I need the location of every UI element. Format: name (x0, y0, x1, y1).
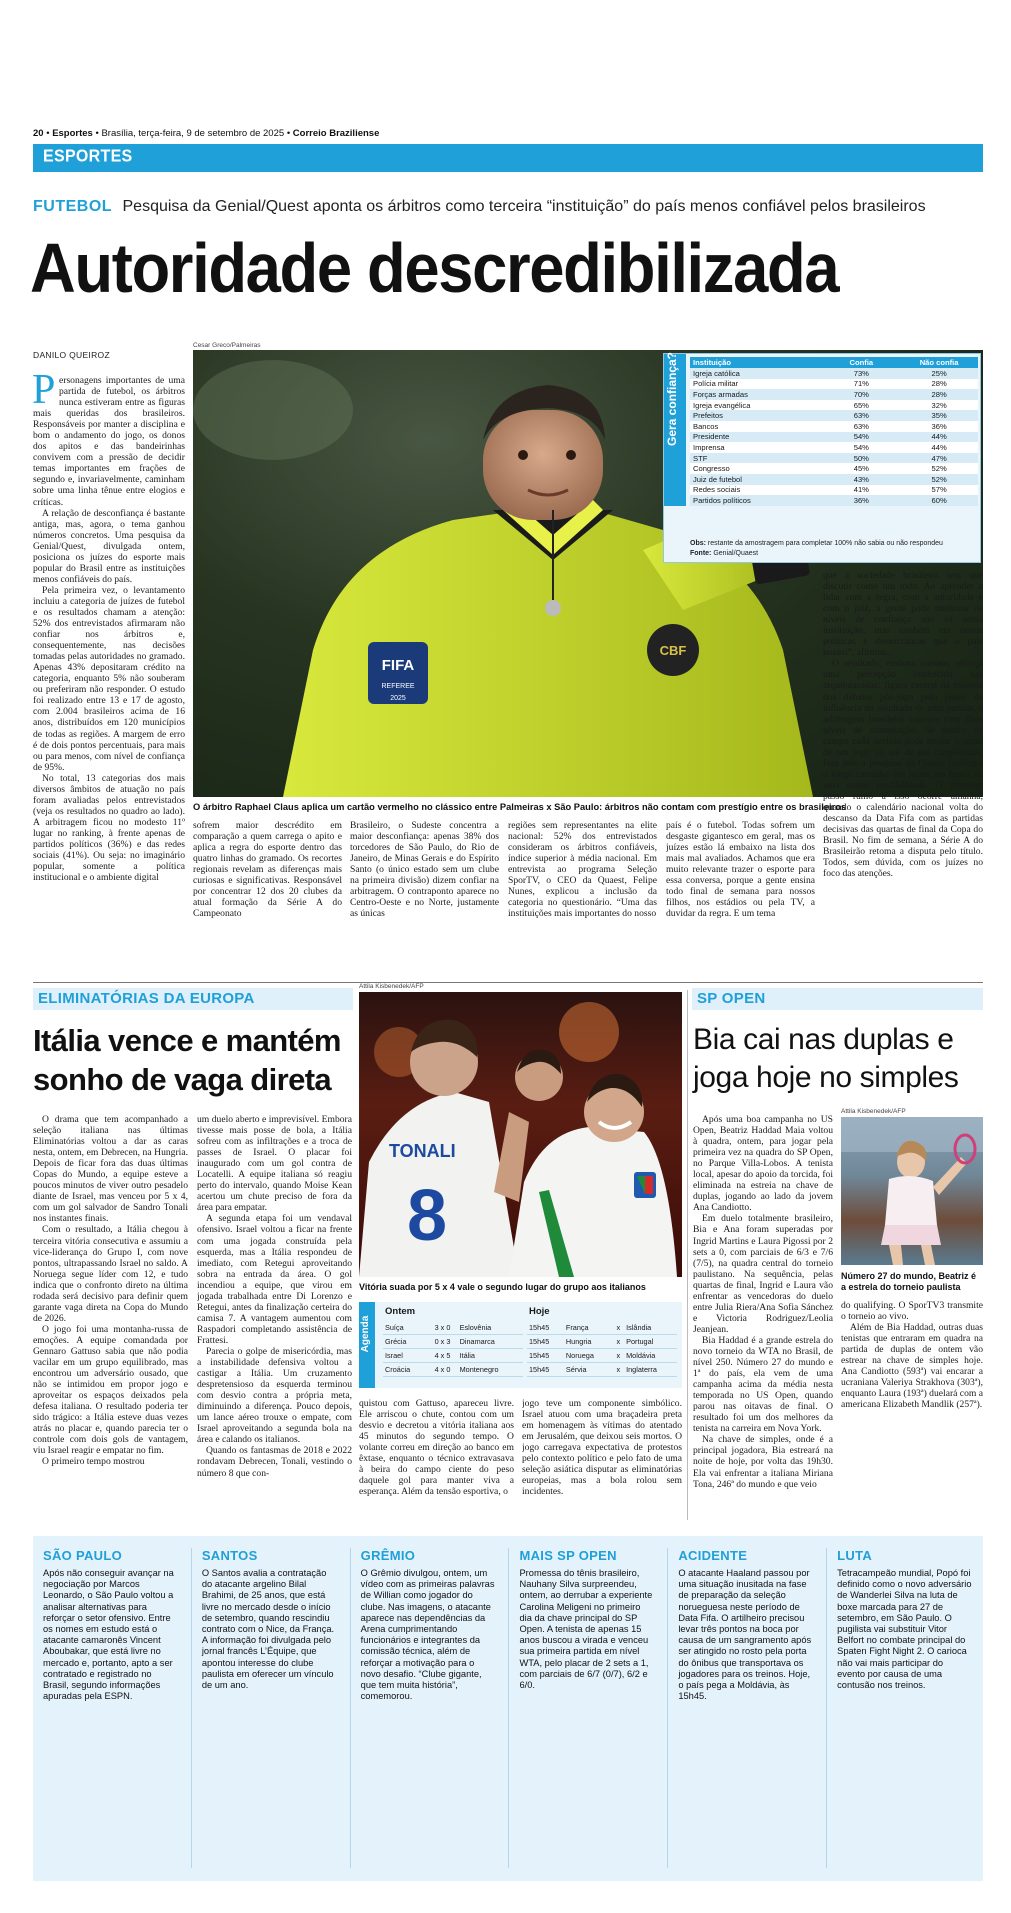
brief-text: O Santos avalia a contratação do atacante argelino Bilal Brahimi, de 25 anos, que está livre no mercado desde o início de setembro, quando rescindiu contrato com o Nice, da França. A informação foi divulgada pelo jornal francês L’Équipe, que apontou interesse do clube paulista em oferecer um vínculo de um ano. (201, 1568, 335, 1691)
brief-column (826, 1548, 973, 1868)
italy-paragraph: O jogo foi uma montanha-russa de emoções. A equipe comandada por Gennaro Gattuso sabia que não podia vacilar em um grupo equilibrado, mas encontrou um adversário ousado, que não se intimidou em propor jogo e aproveitar os espaços deixados pela defesa italiana. O resultado poderia ter sido trágico: a Itália esteve duas vezes atrás no placar e, quando parecia ter o controle com dois gols de vantagem, viu Israel reagir e empatar no fim. (33, 1323, 188, 1457)
italy-headline-2: sonho de vaga direta (33, 1062, 332, 1097)
trust-table-cell: Polícia militar (693, 379, 739, 389)
brief-column (508, 1548, 655, 1868)
brief-title: SANTOS (201, 1548, 258, 1563)
trust-table-cell: Partidos políticos (693, 495, 751, 505)
bia-paragraph: Bia Haddad é a grande estrela do novo torneio da WTA no Brasil, de nível 250. Número 27 do mundo e 1ª do país, ela vem de uma campanha acima da média nesta temporada no US Open, quando parou nas oitavas de final. O resultado foi um dos melhores da tenista na carreira em Nova York. (693, 1334, 833, 1435)
trust-table-cell: Forças armadas (693, 389, 748, 399)
results-cell: Islândia (626, 1323, 652, 1332)
trust-table-cell: 28% (931, 389, 947, 399)
lead-deck: Pesquisa da Genial/Quest aponta os árbitros como terceira “instituição” do país menos confiável pelos brasileiros (122, 198, 926, 215)
lead-paragraph: que a sociedade brasileira tem que discutir como um todo. Ao aprender a lidar com a regra, com a autoridade e com o juiz, a gente pode melhorar os níveis de confiança não só nessa instituição, mas também em outras políticas e democráticas que o país possui”, afirmou. (823, 570, 983, 659)
bia-body-col2 (841, 1300, 983, 1515)
bia-headline-2: joga hoje no simples (693, 1061, 959, 1094)
trust-table-cell: Igreja evangélica (693, 400, 751, 410)
brief-title: MAIS SP OPEN (519, 1548, 617, 1563)
italy-paragraph: jogo teve um componente simbólico. Israel atuou com uma braçadeira preta em homenagem às vítimas do atentado em Jerusalém, que deixou seis mortos. O jogo carregava expectativa de protestos pelo contexto político e pelo fato de uma seleção asiática disputar as eliminatórias europeias, mas a bola rolou sem incidentes. (522, 1398, 682, 1498)
italy-kicker: ELIMINATÓRIAS DA EUROPA (38, 990, 255, 1007)
trust-table-row (690, 368, 978, 379)
results-hoje-row (527, 1321, 677, 1335)
italy-paragraph: O drama que tem acompanhado a seleção italiana nas últimas Eliminatórias voltou a dar as caras nesta, ontem, em Debrecen, na Hungria. Depois de ficar fora das duas últimas Copas do Mundo, a equipe esteve a poucos minutos de viver outro pesadelo diante de Israel, mas venceu por 5 x 4, com um gol salvador de Sandro Tonali nos instantes finais. (33, 1114, 188, 1225)
bia-body-col1 (693, 1114, 833, 1524)
bia-caption: Número 27 do mundo, Beatriz é a estrela do torneio paulista (841, 1271, 977, 1292)
brief-title: SÃO PAULO (43, 1548, 123, 1563)
trust-table-cell: 70% (853, 389, 869, 399)
italy-caption: Vitória suada por 5 x 4 vale o segundo lugar do grupo aos italianos (359, 1282, 646, 1292)
italy-body-col4 (522, 1398, 682, 1513)
results-head-hoje: Hoje (529, 1306, 550, 1317)
results-cell: Hungria (565, 1337, 592, 1346)
trust-table-row (690, 389, 978, 400)
brief-text: Tetracampeão mundial, Popó foi definido como o novo adversário de Wanderlei Silva na luta de boxe marcada para 27 de setembro, em São Paulo. O pugilista vai substituir Vitor Belfort no combate principal do Spaten Fight Night 2. O carioca não vai mais participar do evento por causa de uma contusão nos treinos. (837, 1568, 972, 1691)
results-cell: França (565, 1323, 589, 1332)
bia-kicker: SP OPEN (697, 990, 766, 1007)
trust-table-obs (690, 540, 978, 547)
brief-title: LUTA (837, 1548, 873, 1563)
results-cell: Noruega (565, 1351, 594, 1360)
brief-column (43, 1548, 179, 1868)
results-cell: Portugal (626, 1337, 654, 1346)
lead-dropcap: P (32, 367, 56, 413)
trust-table-header-cell: Instituição (693, 358, 731, 367)
trust-table (690, 357, 978, 506)
trust-table-cell: Juiz de futebol (693, 474, 742, 484)
lead-kicker: FUTEBOL (33, 198, 113, 215)
trust-table-header-cell: Confia (849, 358, 874, 367)
lead-body-col5 (666, 820, 815, 920)
results-cell: 15h45 (529, 1351, 550, 1360)
italy-body-col3 (359, 1398, 514, 1513)
results-cell: Dinamarca (459, 1337, 495, 1346)
lead-paragraph: país é o futebol. Todas sofrem um desgaste gigantesco em geral, mas os juízes estão lá embaixo na lista dos mais mal avaliados. Achamos que era muito relevante trazer o esporte para essa conversa, porque a gente ensina todo final de semana para nossos filhos, nos estádios ou pela TV, a duvidar da regra. E um tema (666, 820, 815, 920)
trust-table-row (690, 495, 978, 506)
results-cell: x (616, 1351, 621, 1360)
results-head-ontem: Ontem (385, 1306, 416, 1317)
trust-table-cell: 73% (853, 368, 869, 378)
svg-text:FIFA: FIFA (381, 657, 415, 674)
brief-column (350, 1548, 497, 1868)
trust-table-cell: 60% (931, 495, 947, 505)
trust-table-row (690, 474, 978, 485)
section-bar (33, 144, 983, 172)
brief-column (191, 1548, 338, 1868)
results-ontem-row (383, 1363, 523, 1377)
trust-table-side-label: Gera confiança? (665, 351, 679, 447)
trust-table-cell: 36% (931, 421, 947, 431)
column-divider (687, 990, 688, 1520)
trust-table-cell: Congresso (693, 464, 730, 474)
trust-table-cell: 63% (853, 421, 869, 431)
results-cell: 15h45 (529, 1365, 550, 1374)
brief-text: O Grêmio divulgou, ontem, um vídeo com as primeiras palavras de Willian como jogador do clube. Nas imagens, o atacante aparece nas dependências da Arena cumprimentando funcionários e integrantes da comissão técnica, além de reforçar a motivação para o novo desafio. “Clube gigante, que tem muita história”, comemorou. (360, 1568, 495, 1702)
bia-photo-credit: Attila Kisbenedek/AFP (841, 1108, 906, 1115)
bia-photo (841, 1117, 983, 1265)
lead-paragraph: ersonagens importantes de uma partida de futebol, os árbitros nunca estiveram entre as figuras mais queridas dos brasileiros. Responsáveis por manter a disciplina e bom o andamento do jogo, os donos dos apitos e das bandeirinhas convivem com a pressão de decidir temas importantes em frações de segundo e, invariavelmente, caminham sobre uma linha tênue entre elogios e críticas. (33, 375, 185, 508)
results-cell: Montenegro (459, 1365, 499, 1374)
italy-paragraph: Com o resultado, a Itália chegou à terceira vitória consecutiva e assumiu a vice-liderança do Grupo I, com nove pontos, ultrapassando Israel no saldo. A Noruega segue líder com 12, e tudo indica que o confronto direto na última rodada será decisivo para definir quem garante vaga direta na Copa do Mundo de 2026. (33, 1224, 188, 1324)
lead-caption: O árbitro Raphael Claus aplica um cartão vermelho no clássico entre Palmeiras x São Paulo: árbitros não contam com prestígio entre os brasileiros (193, 802, 847, 812)
results-ontem-row (383, 1321, 523, 1335)
lead-paragraph: Brasileiro, o Sudeste concentra a maior desconfiança: apenas 38% dos torcedores de São Paulo, do Rio de Janeiro, de Minas Gerais e do Espírito Santo (o único estado sem um clube na primeira divisão) dizem confiar na arbitragem. O contraponto aparece no Centro-Oeste e no Norte, justamente as únicas (350, 820, 499, 920)
bia-paragraph: Após uma boa campanha no US Open, Beatriz Haddad Maia voltou à quadra, ontem, para jogar pela primeira vez na quadra do SP Open, no Parque Villa-Lobos. A tenista local, apesar do apoio da torcida, foi eliminada na estreia na chave de duplas, jogando ao lado da jovem Ana Candiotto. (693, 1114, 833, 1214)
byline: DANILO QUEIROZ (33, 350, 110, 360)
results-cell: Moldávia (626, 1351, 656, 1360)
results-ontem-row (383, 1335, 523, 1349)
trust-table-source-label: Fonte: (690, 550, 712, 557)
svg-text:2025: 2025 (390, 695, 406, 702)
lead-headline: Autoridade descredibilizada (30, 229, 839, 307)
lead-body-col4 (508, 820, 657, 920)
results-cell: x (616, 1365, 621, 1374)
results-hoje-row (527, 1335, 677, 1349)
lead-paragraph: No total, 13 categorias dos mais diversos âmbitos de atuação no país foram avaliadas pelos entrevistados (veja os resultados no quadro ao lado). A arbitragem ficou no modesto 11º lugar no ranking, à frente apenas de partidos políticos (36%) e das redes sociais (41%). Ou seja: no imaginário popular, somente a política institucional e o ambiente digital (33, 772, 185, 884)
trust-table-cell: 28% (931, 379, 947, 389)
results-ontem-table (383, 1321, 523, 1377)
results-hoje-table (527, 1321, 677, 1377)
results-cell: 4 x 0 (434, 1365, 451, 1374)
brief-title: ACIDENTE (678, 1548, 748, 1563)
trust-table-sidebar (664, 351, 686, 506)
trust-table-cell: 25% (931, 368, 947, 378)
lead-body-col6 (823, 570, 983, 920)
folio-paper: Correio Braziliense (292, 128, 380, 139)
trust-table-cell: 52% (931, 474, 947, 484)
briefs-row (43, 1548, 973, 1868)
folio: 20 • Esportes • Brasília, terça-feira, 9 de setembro de 2025 • Correio Braziliense (33, 128, 380, 139)
trust-table-row (690, 453, 978, 464)
trust-table-cell: 36% (853, 495, 869, 505)
tennis-player-illustration (841, 1117, 983, 1265)
italy-paragraph: O primeiro tempo mostrou (42, 1456, 145, 1468)
trust-table-cell: 43% (853, 474, 869, 484)
folio-date: Brasília, terça-feira, 9 de setembro de 2025 (101, 128, 285, 139)
brief-text: O atacante Haaland passou por uma situação inusitada na fase de preparação da seleção norueguesa neste período de Data Fifa. O artilheiro precisou levar três pontos na boca por causa de um sangramento após ser atingido no rosto pela porta do ônibus que transportava os jogadores para os treinos. Hoje, o país pega a Moldávia, às 15h45. (678, 1568, 812, 1702)
trust-table-cell: 50% (853, 453, 869, 463)
results-cell: Inglaterra (626, 1365, 657, 1374)
results-cell: 0 x 3 (434, 1337, 451, 1346)
trust-table-cell: Prefeitos (693, 411, 723, 421)
results-hoje-body (527, 1321, 677, 1377)
trust-table-header-cell: Não confia (919, 358, 959, 367)
lead-paragraph: O resultado, embora curioso, reforça uma percepção conhecida nas arquibancadas: figura central na maioria dos debates pós-jogo pelo poder de influência no resultado de uma partida, a arbitragem brasileira convive com altos níveis de contestação. Se dentro de campo cada decisão pode mudar o rumo de um jogo ou até de um campeonato, fora dele a pesquisa da Quaest confirma o longo caminho dos juízes em busca de uma maior credibilidade. O primeiro passo rumo a isso ocorre amanhã, quando o calendário nacional volta do descanso da Data Fifa com as partidas decisivas das quartas de final da Copa do Brasil. No fim de semana, a Série A do Brasileirão retoma a disputa pelo título. Todos, sem dúvida, com os juízes no foco das atenções. (823, 658, 983, 880)
results-box (359, 1302, 682, 1388)
trust-table-cell: Igreja católica (693, 368, 740, 378)
trust-table-row (690, 442, 978, 453)
svg-text:8: 8 (407, 1176, 448, 1256)
lead-body-col2 (193, 820, 342, 920)
trust-table-box (663, 353, 981, 563)
bia-paragraph: do qualifying. O SporTV3 transmite o torneio ao vivo. (841, 1300, 983, 1323)
trust-table-cell: Bancos (693, 421, 719, 431)
trust-table-cell: Presidente (693, 432, 730, 442)
lead-paragraph: A relação de desconfiança é bastante antiga, mas, agora, o tema ganhou números concretos. Uma pesquisa da Genial/Quest, divulgada ontem, posiciona os juízes do esporte mais popular do Brasil entre as instituições menos confiáveis do país. (33, 507, 185, 585)
trust-table-cell: 52% (931, 464, 947, 474)
italy-players-illustration (359, 992, 682, 1277)
lead-body-col3 (350, 820, 499, 920)
lead-body-col1 (33, 375, 185, 1055)
trust-table-cell: 63% (853, 411, 869, 421)
results-cell: 15h45 (529, 1323, 550, 1332)
results-cell: Croácia (385, 1365, 411, 1374)
trust-table-source (690, 550, 758, 557)
trust-table-cell: 57% (931, 485, 947, 495)
divider (33, 982, 983, 983)
trust-table-cell: 71% (853, 379, 869, 389)
trust-table-cell: 32% (931, 400, 947, 410)
italy-photo (359, 992, 682, 1277)
results-ontem-body (383, 1321, 523, 1377)
svg-text:REFEREE: REFEREE (381, 683, 415, 690)
trust-table-cell: 54% (853, 442, 869, 452)
trust-table-cell: Imprensa (693, 442, 725, 452)
results-hoje-row (527, 1363, 677, 1377)
trust-table-cell: Redes sociais (693, 485, 741, 495)
folio-page: 20 (33, 128, 44, 139)
trust-table-header (690, 357, 978, 368)
bia-paragraph: Em duelo totalmente brasileiro, Bia e Ana foram superadas por Ingrid Martins e Laura Pigossi por 2 sets a 0, com parciais de 6/3 e 7/6 (7/5), na quadra central do torneio paulistano. Na sequência, pelas quartas de final, Ingrid e Laura vão enfrentar as vencedoras do duelo entre Julia Riera/Ana Sofia Sánchez e Victoria Rodriguez/Leolia Jeanjean. (693, 1213, 833, 1335)
results-ontem-row (383, 1349, 523, 1363)
italy-paragraph: Parecia o golpe de misericórdia, mas a instabilidade defensiva voltou a castigar a Itália. Um cruzamento despretensioso da esquerda terminou com desvio contra a própria meta, diminuindo a diferença. Pouco depois, um lance aéreo trouxe o empate, com Israel aproveitando a segunda bola na área e calando os italianos. (197, 1345, 352, 1446)
results-cell: x (616, 1323, 621, 1332)
trust-table-row (690, 410, 978, 421)
bia-paragraph: Além de Bia Haddad, outras duas tenistas que entraram em quadra na partida de duplas de ontem vão estrear na chave de simples hoje. Ana Candiotto (593ª) vai encarar a ucraniana Valeriya Strakhova (303ª), enquanto Laura (193ª) duelará com a americana Elizabeth Mandlik (257ª). (841, 1322, 983, 1411)
bia-paragraph: Na chave de simples, onde é a principal jogadora, Bia estreará na noite de hoje, por volta das 19h30. Ela vai enfrentar a italiana Miriana Tona, 246ª do mundo e que veio (693, 1434, 833, 1490)
results-cell: Grécia (385, 1337, 407, 1346)
lead-deck-line (33, 198, 993, 216)
trust-table-row (690, 463, 978, 474)
results-cell: 3 x 0 (434, 1323, 451, 1332)
trust-table-cell: 41% (853, 485, 869, 495)
results-cell: x (616, 1337, 621, 1346)
results-side-bar (359, 1302, 375, 1388)
trust-table-obs-label: Obs: (690, 540, 706, 547)
trust-table-row (690, 379, 978, 390)
lead-paragraph: sofrem maior descrédito em comparação a quem carrega o apito e aplica a regra do esporte dentro das quatro linhas do gramado. Os recortes regionais revelam as diferenças mais curiosas e significativas. Responsável por concentrar 12 dos 20 clubes da atual formação da Série A do Campeonato (193, 820, 342, 920)
results-cell: Itália (459, 1351, 475, 1360)
lead-paragraph: Pela primeira vez, o levantamento incluiu a categoria de juízes de futebol e os resultados chamam a atenção: 52% dos entrevistados afirmaram não confiar nos árbitros e, consequentemente, nas decisões tomadas pelas autoridades no gramado. Apenas 43% depositaram crédito na categoria, enquanto 5% não souberam ou preferiram não responder. O estudo foi realizado entre 13 e 17 de agosto, com 2.004 brasileiros acima de 16 anos, distribuídos em 120 municípios de todas as regiões. A margem de erro é de dois pontos percentuais, para mais ou para menos, com nível de confiança de 95%. (33, 584, 185, 773)
trust-table-row (690, 400, 978, 411)
italy-paragraph: A segunda etapa foi um vendaval ofensivo. Israel voltou a ficar na frente com uma jogada construída pela esquerda, mas a Itália respondeu de imediato, com Retegui aproveitando sobra na entrada da área. O gol incendiou a equipe, que virou em jogada trabalhada entre Di Lorenzo e Retegui, antes da finalização certeira do camisa 7. A vantagem aumentou com Raspadori completando assistência de Frattesi. (197, 1213, 352, 1346)
results-cell: Suíça (385, 1323, 404, 1332)
lead-photo-credit: Cesar Greco/Palmeiras (193, 342, 261, 349)
italy-headline-1: Itália vence e mantém (33, 1023, 341, 1058)
trust-table-row (690, 421, 978, 432)
italy-body-col2 (197, 1114, 352, 1524)
italy-photo-credit: Attila Kisbenedek/AFP (359, 983, 424, 990)
trust-table-cell: 44% (931, 432, 947, 442)
trust-table-cell: 45% (853, 464, 869, 474)
trust-table-cell: 54% (853, 432, 869, 442)
section-label: ESPORTES (43, 147, 133, 166)
trust-table-cell: 47% (931, 453, 947, 463)
italy-paragraph: um duelo aberto e imprevisível. Embora tivesse mais posse de bola, a Itália sofreu com as infiltrações e a troca de passes de Israel. O placar foi inaugurado com um gol contra de Locatelli. A equipe italiana só reagiu perto do intervalo, quando Moise Kean acertou um chute preciso de fora da área para empatar. (197, 1114, 352, 1214)
svg-text:TONALI: TONALI (389, 1141, 456, 1161)
results-cell: Israel (385, 1351, 403, 1360)
italy-paragraph: Quando os fantasmas de 2018 e 2022 rondavam Debrecen, Tonali, vestindo o número 8 que con- (197, 1445, 352, 1479)
trust-table-row (690, 432, 978, 443)
trust-table-cell: 44% (931, 442, 947, 452)
trust-table-cell: 35% (931, 411, 947, 421)
bia-headline-1: Bia cai nas duplas e (693, 1023, 954, 1056)
trust-table-cell: 65% (853, 400, 869, 410)
brief-column (667, 1548, 814, 1868)
results-cell: 4 x 5 (434, 1351, 451, 1360)
results-cell: 15h45 (529, 1337, 550, 1346)
trust-table-row (690, 485, 978, 496)
italy-paragraph: quistou com Gattuso, apareceu livre. Ele arriscou o chute, contou com um desvio e decretou a vitória italiana aos 45 minutos do segundo tempo. O volante correu em direção ao banco em êxtase, enquanto o técnico extravasava à beira do campo ciente do peso daquele gol para manter viva a esperança. Além da tensão esportiva, o (359, 1398, 514, 1498)
trust-table-obs-text: restante da amostragem para completar 100% não sabia ou não respondeu (707, 540, 943, 547)
results-hoje-row (527, 1349, 677, 1363)
svg-text:CBF: CBF (659, 643, 687, 658)
trust-table-cell: STF (693, 453, 708, 463)
results-side-label: Agenda (360, 1315, 371, 1353)
brief-text: Promessa do tênis brasileiro, Nauhany Silva surpreendeu, ontem, ao derrubar a experiente Carolina Meligeni no primeiro dia da chave principal do SP Open. A tenista de apenas 15 anos buscou a virada e venceu sua primeira partida em nível WTA, pelo placar de 2 sets a 1, com parciais de 6/7 (0/7), 6/2 e 6/0. (519, 1568, 653, 1691)
results-cell: Eslovênia (459, 1323, 492, 1332)
brief-title: GRÊMIO (360, 1548, 416, 1563)
folio-section: Esportes (52, 128, 93, 139)
results-cell: Sérvia (565, 1365, 587, 1374)
trust-table-source-text: Genial/Quaest (713, 550, 759, 557)
italy-body-col1 (33, 1114, 188, 1524)
lead-paragraph: regiões sem representantes na elite nacional: 52% dos entrevistados consideram os árbitros confiáveis, índice superior à média nacional. Em entrevista ao programa Seleção SporTV, o CEO da Quaest, Felipe Nunes, explicou a inclusão da categoria no questionário. “Uma das instituições mais importantes do nosso (508, 820, 657, 920)
brief-text: Após não conseguir avançar na negociação por Marcos Leonardo, o São Paulo voltou a analisar alternativas para reforçar o setor ofensivo. Entre os nomes em estudo está o atacante camaronês Vincent Aboubakar, que está livre no mercado e, portanto, apto a ser contratado e registrado no Brasil, segundo informações apuradas pela ESPN. (43, 1568, 174, 1702)
trust-table-body (690, 368, 978, 506)
